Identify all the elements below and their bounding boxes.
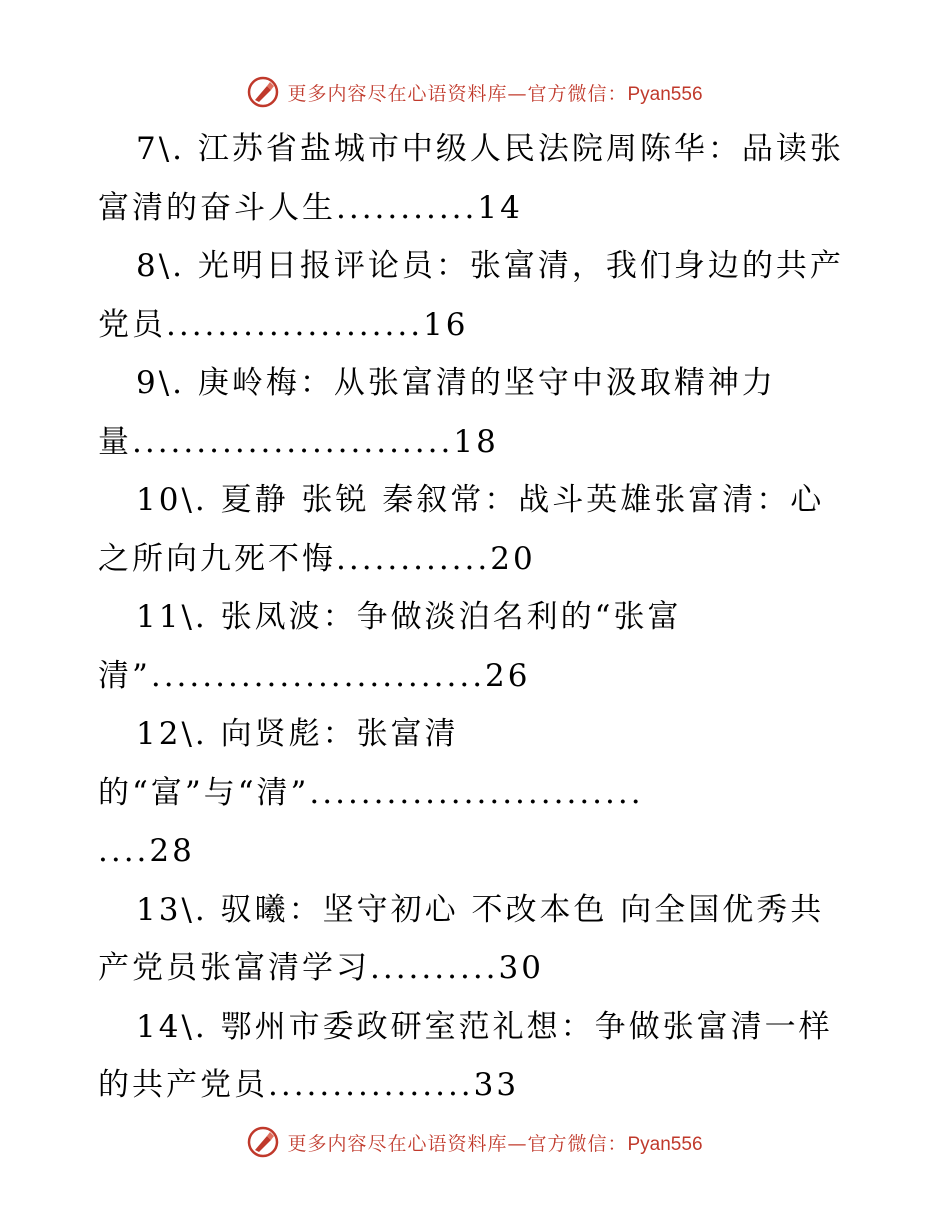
footer-banner bbox=[0, 1122, 950, 1162]
toc-entry-11 bbox=[98, 588, 858, 705]
toc-line: 12\. 向贤彪：张富清 bbox=[136, 716, 459, 752]
toc-line: 9\. 庚岭梅：从张富清的坚守中汲取精神力 bbox=[136, 365, 776, 401]
banner-text: 更多内容尽在心语资料库—官方微信：Pyan556 bbox=[287, 82, 703, 105]
toc-line: 量.........................18 bbox=[98, 423, 499, 460]
toc-line: 13\. 驭曦：坚守初心 不改本色 向全国优秀共 bbox=[136, 891, 825, 928]
toc-line: 富清的奋斗人生...........14 bbox=[98, 189, 523, 226]
banner-text: 更多内容尽在心语资料库—官方微信：Pyan556 bbox=[287, 1132, 703, 1155]
header-banner bbox=[0, 72, 950, 112]
toc-line: ....28 bbox=[98, 833, 195, 869]
toc-line: 14\. 鄂州市委政研室范礼想：争做张富清一样 bbox=[136, 1008, 833, 1045]
toc-line: 11\. 张凤波：争做淡泊名利的“张富 bbox=[136, 599, 682, 635]
toc-entry-14 bbox=[98, 998, 858, 1115]
toc-line: 10\. 夏静 张锐 秦叙常：战斗英雄张富清：心 bbox=[136, 482, 825, 518]
toc-entry-13 bbox=[98, 881, 858, 998]
pen-logo-icon bbox=[247, 1126, 279, 1158]
toc-line: 7\. 江苏省盐城市中级人民法院周陈华：品读张 bbox=[136, 131, 844, 167]
toc-line: 的共产党员................33 bbox=[98, 1067, 520, 1103]
toc-line: 党员....................16 bbox=[98, 306, 469, 343]
toc-line: 之所向九死不悔............20 bbox=[98, 540, 536, 577]
toc-line: 清”..........................26 bbox=[98, 657, 531, 694]
toc-entry-7 bbox=[98, 120, 858, 237]
toc-entry-10 bbox=[98, 471, 858, 588]
pen-logo-icon bbox=[247, 76, 279, 108]
table-of-contents bbox=[98, 120, 858, 1115]
toc-line: 的“富”与“清”.......................... bbox=[98, 774, 644, 811]
toc-line: 8\. 光明日报评论员：张富清，我们身边的共产 bbox=[136, 248, 844, 284]
toc-line: 产党员张富清学习..........30 bbox=[98, 950, 544, 986]
toc-entry-8 bbox=[98, 237, 858, 354]
toc-entry-12 bbox=[98, 705, 858, 881]
toc-entry-9 bbox=[98, 354, 858, 471]
